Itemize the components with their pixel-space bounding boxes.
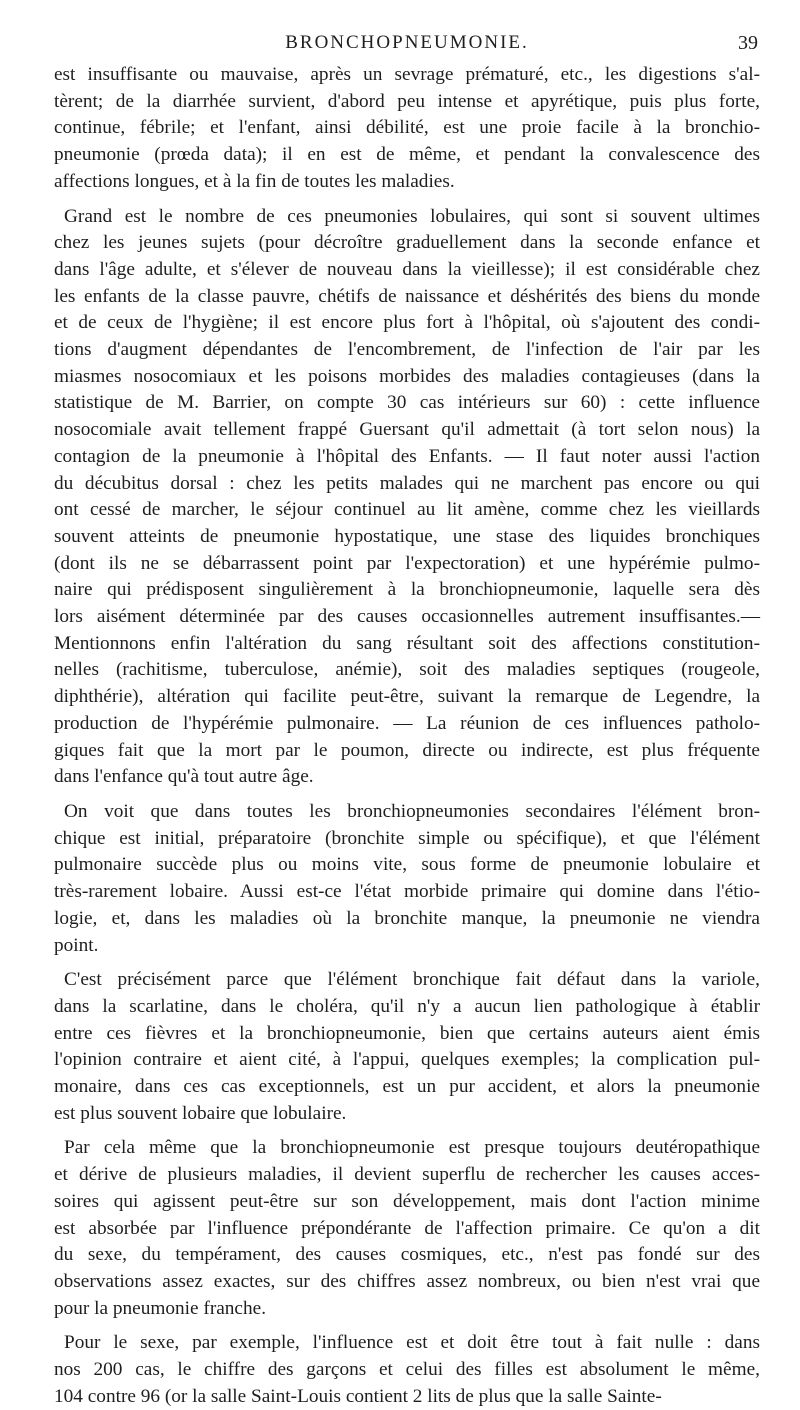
text-line: est plus souvent lobaire que lobulaire. xyxy=(54,1102,347,1124)
paragraph xyxy=(54,62,760,196)
text-line: (dont ils ne se débarrassent point par l'expectoration) et une hypérémie pulmo- xyxy=(54,552,760,574)
text-line: tions d'augment dépendantes de l'encombrement, de l'infection de l'air par les xyxy=(54,339,760,361)
text-line: l'opinion contraire et aient cité, à l'appui, quelques exemples; la complication pul- xyxy=(54,1049,760,1071)
text-line: Pour le sexe, par exemple, l'influence est et doit être tout à fait nulle : dans xyxy=(64,1332,760,1354)
text-line: continue, fébrile; et l'enfant, ainsi débilité, est une proie facile à la bronchio- xyxy=(54,117,760,139)
text-line: souvent atteints de pneumonie hypostatique, une stase des liquides bronchiques xyxy=(54,525,760,547)
text-line: chez les jeunes sujets (pour décroître graduellement dans la seconde enfance et xyxy=(54,232,760,254)
text-line: dans l'âge adulte, et s'élever de nouveau dans la vieillesse); il est considérable chez xyxy=(54,258,760,280)
paragraph xyxy=(54,799,760,959)
text-line: est absorbée par l'influence prépondérante de l'affection primaire. Ce qu'on a dit xyxy=(54,1217,760,1239)
paragraph xyxy=(54,204,760,791)
text-line: très-rarement lobaire. Aussi est-ce l'état morbide primaire qui domine dans l'étio- xyxy=(54,881,760,903)
text-line: monaire, dans ces cas exceptionnels, est un pur accident, et alors la pneumonie xyxy=(54,1076,760,1098)
paragraph-gap xyxy=(54,196,760,204)
text-line: logie, et, dans les maladies où la bronchite manque, la pneumonie ne viendra xyxy=(54,907,760,929)
text-line: naire qui prédisposent singulièrement à la bronchiopneumonie, laquelle sera dès xyxy=(54,579,760,601)
text-line: soires qui agissent peut-être sur son développement, mais dont l'action minime xyxy=(54,1190,760,1212)
text-line: tèrent; de la diarrhée survient, d'abord peu intense et apyrétique, puis plus forte, xyxy=(54,90,760,112)
text-line: Par cela même que la bronchiopneumonie est presque toujours deutéropathique xyxy=(64,1137,760,1159)
text-line: point. xyxy=(54,934,99,956)
text-line: On voit que dans toutes les bronchiopneumonies secondaires l'élément bron- xyxy=(64,800,760,822)
paragraph-gap xyxy=(54,791,760,799)
text-line: giques fait que la mort par le poumon, directe ou indirecte, est plus fréquente xyxy=(54,739,760,761)
text-line: pulmonaire succède plus ou moins vite, sous forme de pneumonie lobulaire et xyxy=(54,854,760,876)
page-header xyxy=(54,28,760,62)
text-line: et dérive de plusieurs maladies, il devient superflu de rechercher les causes acces- xyxy=(54,1164,760,1186)
page-number: 39 xyxy=(738,32,758,54)
text-line: chique est initial, préparatoire (bronchite simple ou spécifique), et que l'élément xyxy=(54,827,760,849)
text-line: pneumonie (prœda data); il en est de même, et pendant la convalescence des xyxy=(54,144,760,166)
text-line: du sexe, du tempérament, des causes cosmiques, etc., n'est pas fondé sur des xyxy=(54,1244,760,1266)
text-line: ont cessé de marcher, le séjour continuel au lit amène, comme chez les vieillards xyxy=(54,499,760,521)
text-line: statistique de M. Barrier, on compte 30 cas intérieurs sur 60) : cette influence xyxy=(54,392,760,414)
text-line: et de ceux de l'hygiène; il est encore plus fort à l'hôpital, où s'ajoutent des condi- xyxy=(54,312,760,334)
text-line: du décubitus dorsal : chez les petits malades qui ne marchent pas encore ou qui xyxy=(54,472,760,494)
text-line: contagion de la pneumonie à l'hôpital des Enfants. — Il faut noter aussi l'action xyxy=(54,445,760,467)
text-line: est insuffisante ou mauvaise, après un sevrage prématuré, etc., les digestions s'al- xyxy=(54,64,760,85)
text-line: dans l'enfance qu'à tout autre âge. xyxy=(54,766,314,788)
body-text xyxy=(54,62,760,1410)
text-line: les enfants de la classe pauvre, chétifs de naissance et déshérités des biens du monde xyxy=(54,285,760,307)
paragraph xyxy=(54,967,760,1127)
paragraph-gap xyxy=(54,1127,760,1135)
text-line: entre ces fièvres et la bronchiopneumonie, bien que certains auteurs aient émis xyxy=(54,1022,760,1044)
paragraph-gap xyxy=(54,1322,760,1330)
text-line: observations assez exactes, sur des chiffres assez nombreux, ou bien n'est vrai que xyxy=(54,1270,760,1292)
text-line: miasmes nosocomiaux et les poisons morbides des maladies contagieuses (dans la xyxy=(54,365,760,387)
text-line: nos 200 cas, le chiffre des garçons et celui des filles est absolument le même, xyxy=(54,1359,760,1381)
text-line: 104 contre 96 (or la salle Saint-Louis contient 2 lits de plus que la salle Sainte- xyxy=(54,1385,662,1407)
text-line: diphthérie), altération qui facilite peut-être, suivant la remarque de Legendre, la xyxy=(54,686,760,708)
text-line: dans la scarlatine, dans le choléra, qu'il n'y a aucun lien pathologique à établir xyxy=(54,995,760,1017)
text-line: pour la pneumonie franche. xyxy=(54,1297,267,1319)
text-line: Grand est le nombre de ces pneumonies lobulaires, qui sont si souvent ultimes xyxy=(64,205,760,227)
text-line: lors aisément déterminée par des causes occasionnelles autrement insuffisantes.— xyxy=(54,606,760,628)
text-line: C'est précisément parce que l'élément bronchique fait défaut dans la variole, xyxy=(64,969,760,991)
text-line: production de l'hypérémie pulmonaire. — La réunion de ces influences patholo- xyxy=(54,712,760,734)
paragraph-gap xyxy=(54,959,760,967)
paragraph xyxy=(54,1330,760,1410)
text-line: Mentionnons enfin l'altération du sang résultant soit des affections constitution- xyxy=(54,632,760,654)
text-line: nelles (rachitisme, tuberculose, anémie), soit des maladies septiques (rougeole, xyxy=(54,659,760,681)
text-line: nosocomiale avait tellement frappé Guersant qu'il admettait (à tort selon nous) la xyxy=(54,419,760,441)
text-line: affections longues, et à la fin de toutes les maladies. xyxy=(54,170,455,192)
running-head: BRONCHOPNEUMONIE. xyxy=(285,32,529,53)
paragraph xyxy=(54,1135,760,1322)
